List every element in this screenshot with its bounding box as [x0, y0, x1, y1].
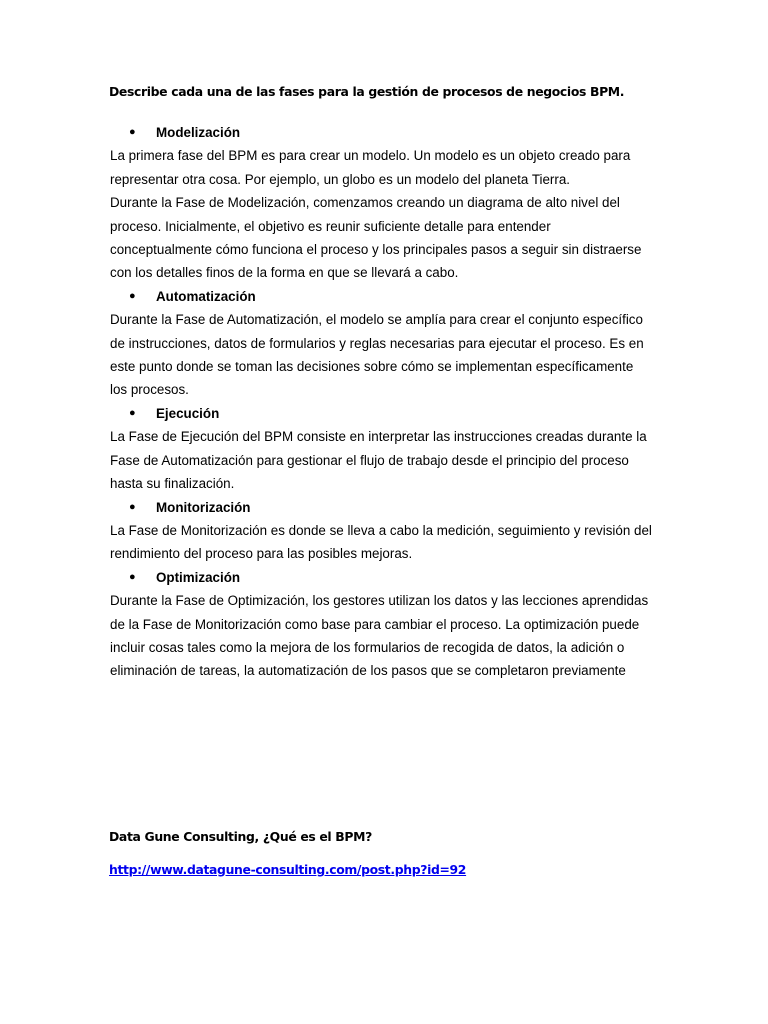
- paragraph-line: incluir cosas tales como la mejora de los formularios de recogida de datos, la adición o: [110, 639, 625, 655]
- paragraph-line: este punto donde se toman las decisiones sobre cómo se implementan específicamente: [110, 359, 634, 375]
- bullet-icon: ●: [129, 289, 136, 302]
- section-ejecucion: [110, 402, 670, 496]
- paragraph-line: proceso. Inicialmente, el objetivo es reunir suficiente detalle para entender: [110, 218, 551, 234]
- section-heading: [110, 496, 670, 519]
- bullet-icon: ●: [129, 126, 136, 138]
- reference-link[interactable]: http://www.datagune-consulting.com/post.php?id=92: [109, 862, 467, 877]
- paragraph-line: La Fase de Monitorización es donde se lleva a cabo la medición, seguimiento y revisión del: [110, 522, 652, 538]
- section-heading: [110, 285, 670, 308]
- paragraph-line: los procesos.: [110, 382, 189, 398]
- document-title: Describe cada una de las fases para la gestión de procesos de negocios BPM.: [109, 84, 625, 99]
- section-heading-label: Optimización: [156, 569, 241, 585]
- section-heading-label: Ejecución: [156, 405, 220, 421]
- section-heading: [110, 566, 670, 589]
- paragraph-line: La Fase de Ejecución del BPM consiste en interpretar las instrucciones creadas durante la: [110, 429, 647, 445]
- section-monitorizacion: [110, 496, 670, 566]
- paragraph-line: Durante la Fase de Modelización, comenzamos creando un diagrama de alto nivel del: [110, 195, 620, 211]
- section-heading: [110, 121, 670, 144]
- paragraph-line: Durante la Fase de Automatización, el modelo se amplía para crear el conjunto específico: [110, 312, 643, 328]
- section-heading-label: Modelización: [156, 125, 241, 140]
- paragraph-line: hasta su finalización.: [110, 476, 235, 492]
- paragraph-line: representar otra cosa. Por ejemplo, un globo es un modelo del planeta Tierra.: [110, 171, 571, 187]
- paragraph-line: eliminación de tareas, la automatización de los pasos que se completaron previamente: [110, 663, 626, 679]
- paragraph-line: Durante la Fase de Optimización, los gestores utilizan los datos y las lecciones aprendidas: [110, 593, 649, 609]
- paragraph-line: de la Fase de Monitorización como base para cambiar el proceso. La optimización puede: [110, 616, 640, 632]
- section-heading-label: Monitorización: [156, 499, 251, 515]
- paragraph-line: con los detalles finos de la forma en que se llevará a cabo.: [110, 265, 459, 281]
- section-automatizacion: [110, 285, 670, 402]
- bullet-icon: ●: [129, 570, 136, 583]
- paragraph-line: rendimiento del proceso para las posibles mejoras.: [110, 546, 413, 562]
- paragraph-line: Fase de Automatización para gestionar el flujo de trabajo desde el principio del proceso: [110, 452, 629, 468]
- paragraph-line: La primera fase del BPM es para crear un modelo. Un modelo es un objeto creado para: [110, 148, 631, 164]
- section-heading-label: Automatización: [156, 288, 256, 304]
- section-heading: [110, 402, 670, 425]
- section-modelizacion: [110, 121, 670, 285]
- reference-source: Data Gune Consulting, ¿Qué es el BPM?: [109, 829, 372, 844]
- paragraph-line: de instrucciones, datos de formularios y reglas necesarias para ejecutar el proceso. Es en: [110, 335, 644, 351]
- bullet-icon: ●: [129, 500, 136, 513]
- bullet-icon: ●: [129, 406, 136, 419]
- section-optimizacion: [110, 566, 670, 683]
- paragraph-line: conceptualmente cómo funciona el proceso y los principales pasos a seguir sin distraerse: [110, 242, 642, 258]
- document-body: [110, 121, 670, 683]
